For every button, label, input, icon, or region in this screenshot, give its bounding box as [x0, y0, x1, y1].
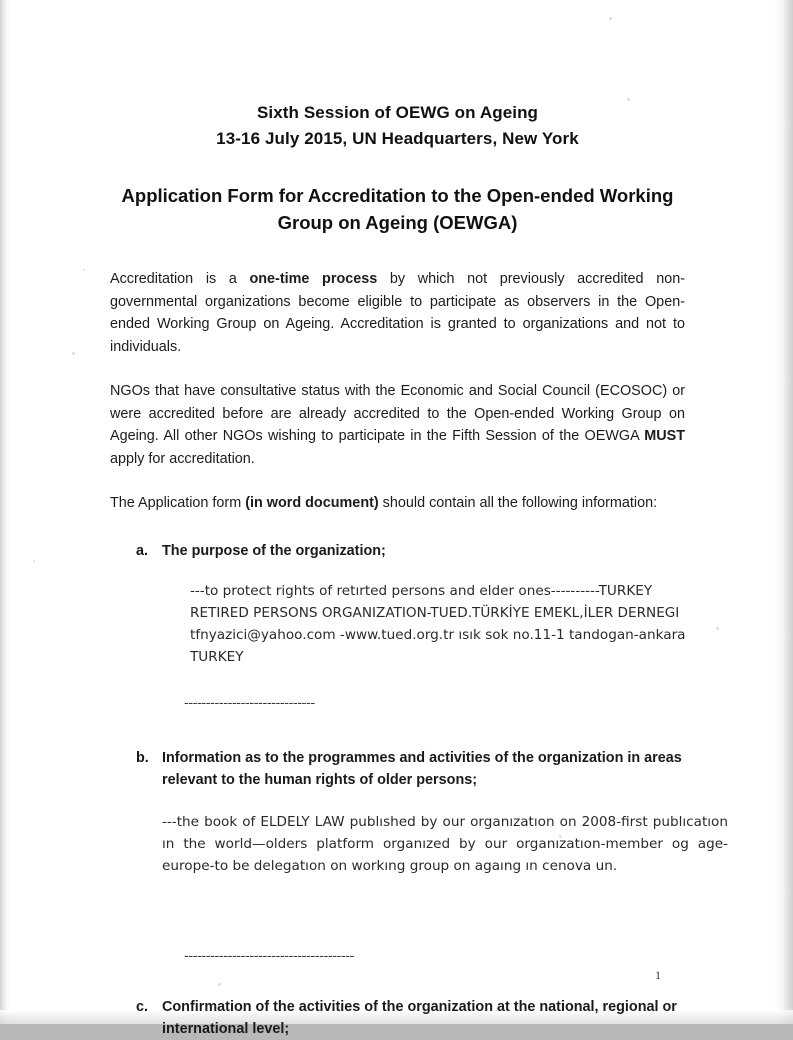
- list-item-a: [136, 541, 685, 714]
- header-line-1: Sixth Session of OEWG on Ageing: [256, 103, 539, 122]
- paragraph-3-text-a: The Application form: [110, 495, 246, 512]
- page-title: [110, 183, 685, 237]
- paragraph-ngos: [110, 380, 685, 470]
- header-line-2: 13-16 July 2015, UN Headquarters, New York: [216, 129, 579, 149]
- list-item-b: [136, 748, 728, 967]
- list-label-b-line-1: Information as to the programmes and activities of the organization in areas: [162, 750, 682, 766]
- list-marker-b: b.: [136, 750, 149, 766]
- requirements-list: [110, 541, 728, 1040]
- paragraph-2-text-b: apply for accreditation.: [110, 450, 255, 467]
- answer-a: ---to protect rights of retırted persons and elder ones----------TURKEY RETIRED PERSONS ORGANIZATION-TUED.TÜRKİYE EMEKL,İLER DERNEGI tfnyazici@yahoo.com -www.tued.org.tr ısık sok no.11-1 tandogan-ankara TURKEY: [190, 583, 686, 666]
- paragraph-3-text-b: should contain all the following information:: [378, 495, 658, 512]
- scan-speck: [83, 269, 85, 271]
- paragraph-1-text-b: by which not previously accredited non-governmental organizations become eligible to participate as observers in the Open-ended Working Group on Ageing. Accreditation is granted to organizations and not to individuals.: [110, 271, 685, 355]
- list-item-c: [136, 997, 685, 1040]
- list-marker-a: a.: [136, 542, 149, 559]
- scan-edge-right: [775, 0, 793, 1024]
- page-number: 1: [655, 968, 661, 982]
- form-title-line-1: Application Form for Accreditation to the Open-ended Working: [121, 184, 674, 206]
- scan-speck: [72, 352, 75, 355]
- paragraph-1-bold: one-time process: [249, 271, 378, 288]
- scan-speck: [716, 627, 719, 630]
- paragraph-2-bold: MUST: [644, 428, 685, 445]
- list-label-c-line-1: Confirmation of the activities of the organization at the national, regional or: [162, 999, 677, 1016]
- paragraph-2-text-a: NGOs that have consultative status with the Economic and Social Council (ECOSOC) or were accredited before are already accredited to the Open-ended Working Group on Ageing. All other NGOs wishing to participate in the Fifth Session of the OEWGA: [110, 383, 685, 445]
- scan-edge-left: [0, 0, 10, 1024]
- list-label-c-line-2: international level;: [162, 1020, 290, 1037]
- list-label-b-line-2: relevant to the human rights of older persons;: [162, 771, 478, 788]
- document-header: [110, 100, 685, 153]
- answer-b: ---the book of ELDELY LAW publıshed by our organızatıon on 2008-first publıcatıon ın the world—olders platform organızed by our organızatıon-member og age-europe-to be delegatıon on workıng group on agaıng ın cenova un.: [162, 814, 728, 875]
- paragraph-3-bold: (in word document): [245, 495, 379, 512]
- paragraph-accreditation: [110, 268, 685, 358]
- list-marker-c: c.: [136, 999, 149, 1016]
- list-label-a: The purpose of the organization;: [162, 542, 386, 559]
- divider-b: ---------------------------------------: [184, 949, 354, 965]
- document-content: [110, 0, 728, 1040]
- scan-speck: [33, 560, 35, 562]
- paragraph-application-form: [110, 492, 685, 514]
- paragraph-1-text-a: Accreditation is a: [110, 271, 250, 288]
- divider-a: ------------------------------: [184, 696, 315, 712]
- form-title-line-2: Group on Ageing (OEWGA): [277, 211, 518, 233]
